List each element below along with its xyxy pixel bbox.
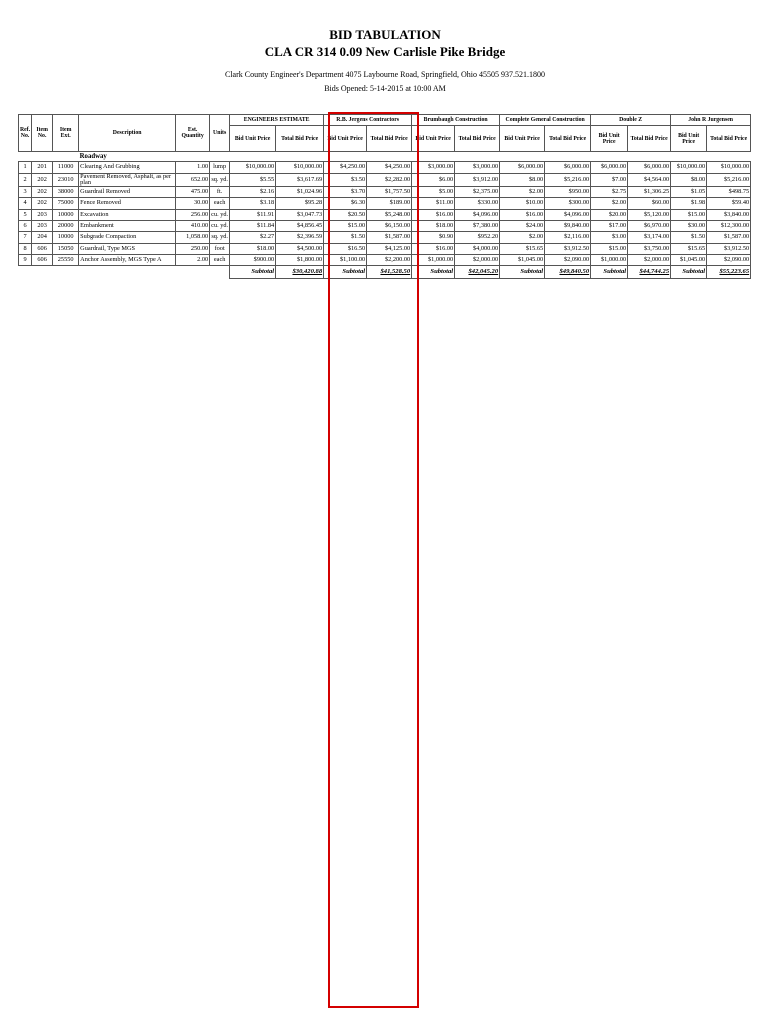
- subtotal-value: $42,045.20: [455, 266, 500, 279]
- total-price-cell: $189.00: [367, 198, 412, 209]
- total-price-cell: $6,150.00: [367, 221, 412, 232]
- units-cell: sq. yd.: [210, 232, 230, 243]
- total-price-cell: $10,000.00: [707, 162, 751, 173]
- table-row: [19, 162, 751, 173]
- total-price-cell: $4,096.00: [455, 209, 500, 220]
- description-cell: Clearing And Grubbing: [79, 162, 176, 173]
- total-price-cell: $60.00: [628, 198, 671, 209]
- quantity-cell: 1.00: [176, 162, 210, 173]
- unit-price-cell: $15.65: [671, 243, 707, 254]
- total-price-cell: $4,000.00: [455, 243, 500, 254]
- total-price-cell: $4,856.45: [276, 221, 324, 232]
- subtotal-row: [19, 266, 751, 279]
- total-price-cell: $5,216.00: [545, 173, 591, 187]
- quantity-cell: 475.00: [176, 187, 210, 198]
- total-price-cell: $2,090.00: [707, 254, 751, 265]
- total-price-cell: $3,912.00: [455, 173, 500, 187]
- units-cell: cu. yd.: [210, 221, 230, 232]
- subtotal-label: Subtotal: [671, 266, 707, 279]
- table-row: [19, 221, 751, 232]
- total-price-cell: $10,000.00: [276, 162, 324, 173]
- unit-price-cell: $6.00: [412, 173, 455, 187]
- unit-price-cell: $1.05: [671, 187, 707, 198]
- item-ext-cell: 10000: [53, 209, 79, 220]
- col-header-ref-no: Ref. No.: [19, 115, 32, 152]
- unit-price-cell: $1.50: [324, 232, 367, 243]
- item-ext-cell: 20000: [53, 221, 79, 232]
- item-ext-cell: 15050: [53, 243, 79, 254]
- unit-price-cell: $5.55: [230, 173, 276, 187]
- total-price-cell: $1,024.96: [276, 187, 324, 198]
- item-no-cell: 202: [32, 173, 53, 187]
- total-price-cell: $3,000.00: [455, 162, 500, 173]
- col-header-total-price: Total Bid Price: [367, 126, 412, 152]
- units-cell: cu. yd.: [210, 209, 230, 220]
- unit-price-cell: $30.00: [671, 221, 707, 232]
- table-row: [19, 209, 751, 220]
- unit-price-cell: $20.50: [324, 209, 367, 220]
- table-body: [19, 152, 751, 279]
- department-address: Clark County Engineer's Department 4075 Laybourne Road, Springfield, Ohio 45505 937.521.1800: [224, 70, 546, 79]
- total-price-cell: $5,248.00: [367, 209, 412, 220]
- unit-price-cell: $5.00: [412, 187, 455, 198]
- bidder-brumbaugh: Brumbaugh Construction: [412, 115, 500, 126]
- unit-price-cell: $17.00: [591, 221, 628, 232]
- unit-price-cell: $18.00: [412, 221, 455, 232]
- col-header-description: Description: [79, 115, 176, 152]
- subtotal-label: Subtotal: [230, 266, 276, 279]
- subtotal-label: Subtotal: [500, 266, 545, 279]
- document-title: BID TABULATION: [329, 27, 441, 42]
- col-header-total-price: Total Bid Price: [545, 126, 591, 152]
- total-price-cell: $2,396.59: [276, 232, 324, 243]
- ref-no-cell: 4: [19, 198, 32, 209]
- bids-opened-date: Bids Opened: 5-14-2015 at 10:00 AM: [324, 84, 446, 93]
- item-ext-cell: 38000: [53, 187, 79, 198]
- item-no-cell: 203: [32, 221, 53, 232]
- total-price-cell: $4,500.00: [276, 243, 324, 254]
- unit-price-cell: $8.00: [500, 173, 545, 187]
- table-row: [19, 254, 751, 265]
- unit-price-cell: $15.00: [324, 221, 367, 232]
- description-cell: Excavation: [79, 209, 176, 220]
- unit-price-cell: $6,000.00: [591, 162, 628, 173]
- total-price-cell: $5,216.00: [707, 173, 751, 187]
- total-price-cell: $2,116.00: [545, 232, 591, 243]
- total-price-cell: $1,800.00: [276, 254, 324, 265]
- total-price-cell: $6,000.00: [545, 162, 591, 173]
- total-price-cell: $498.75: [707, 187, 751, 198]
- quantity-cell: 250.00: [176, 243, 210, 254]
- total-price-cell: $1,587.00: [707, 232, 751, 243]
- total-price-cell: $95.28: [276, 198, 324, 209]
- total-price-cell: $3,174.00: [628, 232, 671, 243]
- ref-no-cell: 3: [19, 187, 32, 198]
- unit-price-cell: $3.00: [591, 232, 628, 243]
- unit-price-cell: $15.00: [671, 209, 707, 220]
- section-header-row: [19, 152, 751, 162]
- project-name: CLA CR 314 0.09 New Carlisle Pike Bridge: [264, 44, 506, 59]
- units-cell: sq. yd.: [210, 173, 230, 187]
- total-price-cell: $6,970.00: [628, 221, 671, 232]
- bid-tabulation-table: [18, 114, 751, 279]
- total-price-cell: $3,840.00: [707, 209, 751, 220]
- item-no-cell: 204: [32, 232, 53, 243]
- col-header-total-price: Total Bid Price: [707, 126, 751, 152]
- total-price-cell: $1,757.50: [367, 187, 412, 198]
- total-price-cell: $2,375.00: [455, 187, 500, 198]
- unit-price-cell: $1,045.00: [671, 254, 707, 265]
- unit-price-cell: $7.00: [591, 173, 628, 187]
- unit-price-cell: $4,250.00: [324, 162, 367, 173]
- units-cell: each: [210, 254, 230, 265]
- table-row: [19, 173, 751, 187]
- table-row: [19, 187, 751, 198]
- total-price-cell: $7,380.00: [455, 221, 500, 232]
- section-title: Roadway: [79, 153, 107, 161]
- table-row: [19, 198, 751, 209]
- unit-price-cell: $1,100.00: [324, 254, 367, 265]
- total-price-cell: $4,125.00: [367, 243, 412, 254]
- units-cell: foot: [210, 243, 230, 254]
- table-row: [19, 243, 751, 254]
- unit-price-cell: $11.91: [230, 209, 276, 220]
- ref-no-cell: 6: [19, 221, 32, 232]
- total-price-cell: $3,617.69: [276, 173, 324, 187]
- units-cell: each: [210, 198, 230, 209]
- col-header-total-price: Total Bid Price: [628, 126, 671, 152]
- total-price-cell: $3,750.00: [628, 243, 671, 254]
- total-price-cell: $4,096.00: [545, 209, 591, 220]
- table-row: [19, 232, 751, 243]
- unit-price-cell: $6,000.00: [500, 162, 545, 173]
- col-header-unit-price: Bid Unit Price: [324, 126, 367, 152]
- subtotal-label: Subtotal: [324, 266, 367, 279]
- item-no-cell: 202: [32, 198, 53, 209]
- ref-no-cell: 1: [19, 162, 32, 173]
- total-price-cell: $952.20: [455, 232, 500, 243]
- item-no-cell: 606: [32, 243, 53, 254]
- col-header-unit-price: Bid Unit Price: [671, 126, 707, 152]
- unit-price-cell: $10,000.00: [671, 162, 707, 173]
- ref-no-cell: 7: [19, 232, 32, 243]
- subtotal-label: Subtotal: [412, 266, 455, 279]
- col-header-unit-price: Bid Unit Price: [412, 126, 455, 152]
- unit-price-cell: $1.50: [671, 232, 707, 243]
- unit-price-cell: $2.27: [230, 232, 276, 243]
- unit-price-cell: $24.00: [500, 221, 545, 232]
- bidder-complete-general: Complete General Construction: [500, 115, 591, 126]
- ref-no-cell: 8: [19, 243, 32, 254]
- total-price-cell: $950.00: [545, 187, 591, 198]
- quantity-cell: 652.00: [176, 173, 210, 187]
- unit-price-cell: $900.00: [230, 254, 276, 265]
- subtotal-value: $55,223.65: [707, 266, 751, 279]
- unit-price-cell: $8.00: [671, 173, 707, 187]
- subtotal-value: $41,528.50: [367, 266, 412, 279]
- total-price-cell: $12,300.00: [707, 221, 751, 232]
- total-price-cell: $3,912.50: [545, 243, 591, 254]
- col-header-item-no: Item No.: [32, 115, 53, 152]
- description-cell: Embankment: [79, 221, 176, 232]
- quantity-cell: 30.00: [176, 198, 210, 209]
- unit-price-cell: $18.00: [230, 243, 276, 254]
- total-price-cell: $2,090.00: [545, 254, 591, 265]
- unit-price-cell: $15.65: [500, 243, 545, 254]
- unit-price-cell: $1,000.00: [412, 254, 455, 265]
- subtotal-value: $49,840.50: [545, 266, 591, 279]
- total-price-cell: $3,047.73: [276, 209, 324, 220]
- description-cell: Fence Removed: [79, 198, 176, 209]
- total-price-cell: $6,000.00: [628, 162, 671, 173]
- unit-price-cell: $3,000.00: [412, 162, 455, 173]
- unit-price-cell: $2.00: [591, 198, 628, 209]
- unit-price-cell: $3.70: [324, 187, 367, 198]
- unit-price-cell: $1,045.00: [500, 254, 545, 265]
- col-header-total-price: Total Bid Price: [276, 126, 324, 152]
- col-header-item-ext: Item Ext.: [53, 115, 79, 152]
- description-cell: Pavement Removed, Asphalt, as per plan: [79, 173, 176, 187]
- item-no-cell: 202: [32, 187, 53, 198]
- bidder-double-z: Double Z: [591, 115, 671, 126]
- unit-price-cell: $2.00: [500, 187, 545, 198]
- item-no-cell: 201: [32, 162, 53, 173]
- quantity-cell: 410.00: [176, 221, 210, 232]
- unit-price-cell: $6.30: [324, 198, 367, 209]
- total-price-cell: $9,840.00: [545, 221, 591, 232]
- unit-price-cell: $20.00: [591, 209, 628, 220]
- unit-price-cell: $10,000.00: [230, 162, 276, 173]
- unit-price-cell: $15.00: [591, 243, 628, 254]
- units-cell: ft.: [210, 187, 230, 198]
- bidder-engineers-estimate: ENGINEERS ESTIMATE: [230, 115, 324, 126]
- subtotal-value: $44,744.25: [628, 266, 671, 279]
- total-price-cell: $3,912.50: [707, 243, 751, 254]
- unit-price-cell: $3.50: [324, 173, 367, 187]
- total-price-cell: $5,120.00: [628, 209, 671, 220]
- subtotal-label: Subtotal: [591, 266, 628, 279]
- total-price-cell: $300.00: [545, 198, 591, 209]
- total-price-cell: $59.40: [707, 198, 751, 209]
- item-no-cell: 203: [32, 209, 53, 220]
- unit-price-cell: $2.75: [591, 187, 628, 198]
- total-price-cell: $1,306.25: [628, 187, 671, 198]
- unit-price-cell: $0.90: [412, 232, 455, 243]
- ref-no-cell: 9: [19, 254, 32, 265]
- bidder-rb-jergens: R.B. Jergens Contractors: [324, 115, 412, 126]
- quantity-cell: 1,058.00: [176, 232, 210, 243]
- unit-price-cell: $2.16: [230, 187, 276, 198]
- ref-no-cell: 2: [19, 173, 32, 187]
- description-cell: Guardrail Removed: [79, 187, 176, 198]
- total-price-cell: $4,250.00: [367, 162, 412, 173]
- total-price-cell: $1,587.00: [367, 232, 412, 243]
- unit-price-cell: $3.18: [230, 198, 276, 209]
- col-header-unit-price: Bid Unit Price: [591, 126, 628, 152]
- unit-price-cell: $10.00: [500, 198, 545, 209]
- total-price-cell: $4,564.00: [628, 173, 671, 187]
- col-header-units: Units: [210, 115, 230, 152]
- bidder-john-r-jurgensen: John R Jurgensen: [671, 115, 751, 126]
- col-header-unit-price: Bid Unit Price: [500, 126, 545, 152]
- total-price-cell: $2,282.00: [367, 173, 412, 187]
- unit-price-cell: $11.00: [412, 198, 455, 209]
- quantity-cell: 256.00: [176, 209, 210, 220]
- unit-price-cell: $16.00: [500, 209, 545, 220]
- unit-price-cell: $16.50: [324, 243, 367, 254]
- description-cell: Anchor Assembly, MGS Type A: [79, 254, 176, 265]
- item-ext-cell: 10000: [53, 232, 79, 243]
- col-header-total-price: Total Bid Price: [455, 126, 500, 152]
- total-price-cell: $330.00: [455, 198, 500, 209]
- subtotal-value: $30,420.88: [276, 266, 324, 279]
- total-price-cell: $2,000.00: [628, 254, 671, 265]
- item-ext-cell: 11000: [53, 162, 79, 173]
- quantity-cell: 2.00: [176, 254, 210, 265]
- units-cell: lump: [210, 162, 230, 173]
- unit-price-cell: $11.84: [230, 221, 276, 232]
- unit-price-cell: $16.00: [412, 243, 455, 254]
- unit-price-cell: $2.00: [500, 232, 545, 243]
- ref-no-cell: 5: [19, 209, 32, 220]
- col-header-quantity: Est. Quantity: [176, 115, 210, 152]
- unit-price-cell: $1.98: [671, 198, 707, 209]
- unit-price-cell: $1,000.00: [591, 254, 628, 265]
- description-cell: Guardrail, Type MGS: [79, 243, 176, 254]
- item-ext-cell: 23010: [53, 173, 79, 187]
- item-no-cell: 606: [32, 254, 53, 265]
- col-header-unit-price: Bid Unit Price: [230, 126, 276, 152]
- total-price-cell: $2,200.00: [367, 254, 412, 265]
- unit-price-cell: $16.00: [412, 209, 455, 220]
- item-ext-cell: 25550: [53, 254, 79, 265]
- item-ext-cell: 75000: [53, 198, 79, 209]
- description-cell: Subgrade Compaction: [79, 232, 176, 243]
- total-price-cell: $2,000.00: [455, 254, 500, 265]
